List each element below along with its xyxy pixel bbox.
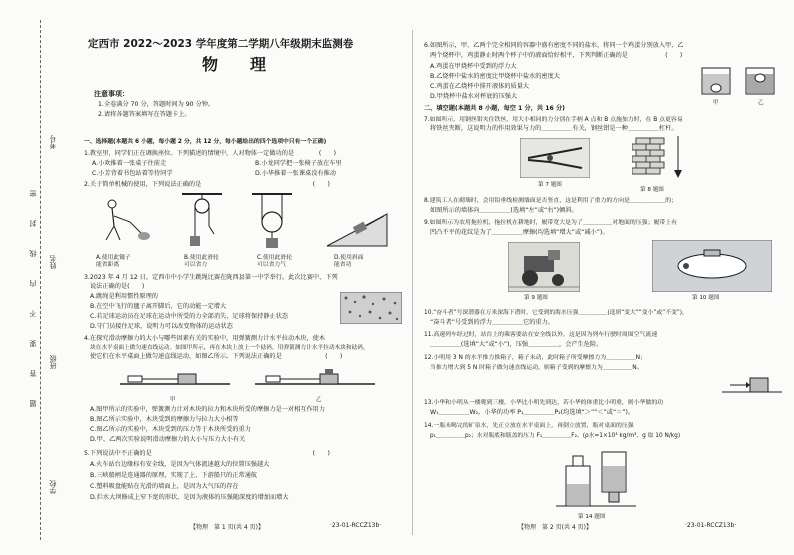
q14-text-2: p₁＿＿＿＿＿p₂；水对瓶底和瓶盖的压力 F₁＿＿＿＿＿F₂。(ρ水=1×10³ kg/m³，g 取 10 N/kg) — [430, 433, 681, 439]
seal-dash-line — [40, 20, 42, 540]
q7-text-2: 将铁丝夹断，这说明力的作用效果与力的＿＿＿＿＿有关，钢丝钳是一种＿＿＿＿＿杠杆。 — [430, 125, 678, 132]
q5-option-c: C.塑料吸盘能贴在光滑的墙面上，是因为大气压的存在 — [90, 483, 239, 490]
q12-figure-box — [722, 372, 782, 396]
seal-char-4: 内 — [29, 280, 37, 287]
q12-text-2: 当推力增大到 5 N 时箱子做匀速直线运动，则箱子受到的摩擦力为＿＿＿＿＿N。 — [430, 365, 643, 371]
q2-figures — [92, 192, 392, 252]
friction-setup-jia — [120, 374, 230, 384]
q4-fig-yi-label: 乙 — [316, 397, 322, 403]
seal-char-3: 线 — [29, 250, 37, 257]
seal-char-6: 要 — [29, 340, 37, 347]
q3-stem-2: 说法正确的是( ) — [90, 283, 145, 290]
q6-stem: 6.如图所示，甲、乙两个完全相同的容器中盛有密度不同的盐水，将同一个鸡蛋分别放入甲、乙 — [424, 42, 684, 49]
section1-heading: 一、选择题(本题共 6 小题，每小题 2 分，共 12 分，每小题给出的四个选项中只有一个正确) — [84, 139, 327, 145]
q11-text: 11.高速列车经过时，站台上的乘客要站在安全线以外，这是因为列车行驶时周围空气流速 — [424, 332, 658, 338]
q8-text: 8.建筑工人在砌墙时，会用铅垂线检测墙面是否竖直，这是利用了重力的方向是＿＿＿＿＿＿的； — [424, 198, 678, 204]
q5-option-b: B.三峡船闸是连通器的原理，实现了上、下游船只的正常通航 — [90, 472, 258, 479]
q4-stem-2: 块在水平桌面上做匀速直线运动。如图甲所示，再在木块上放上一个砝码，用弹簧测力计水平拉动木块和砝码， — [90, 345, 369, 351]
q1-option-c: C.小芳背着书包站着等待同学 — [92, 170, 173, 177]
q13-text-2: W₁＿＿＿＿＿W₂，小华的功率 P₁＿＿＿＿＿P₂(均选填“＞”“＜”或“＝”)。 — [430, 409, 635, 416]
q3-option-c: C.若足球运动员在足球在运动中所受的力全部消失，足球将保持静止状态 — [90, 313, 289, 320]
seal-char-5: 不 — [29, 310, 37, 317]
q2-option-c: C.使用此滑轮 可以省力气 — [257, 255, 292, 268]
q6-fig-jia-label: 甲 — [713, 100, 719, 106]
q1-option-d: D.小华推着一张课桌没有推动 — [255, 170, 336, 177]
q2-stem: 2.关于简单机械的使用，下列说法正确的是 ( ) — [84, 181, 330, 188]
q6-stem-2: 两个烧杯中，鸡蛋静止时两个杯子中的液面恰好相平，下列判断正确的是 ( ) — [430, 52, 683, 59]
incline-figure — [327, 214, 387, 246]
seal-char-8: 题 — [29, 400, 37, 407]
subject-title: 物 理 — [202, 55, 267, 74]
right-page-footer: 【物理 第 2 页(共 4 页)】 — [518, 524, 592, 531]
q1-option-a: A.小欢推着一张桌子往前走 — [92, 160, 167, 167]
q6-option-b: B.乙烧杯中盐水的密度比甲烧杯中盐水的密度大 — [430, 73, 560, 80]
fixed-pulley-figure — [182, 194, 222, 246]
q2-option-d: D.使用斜面 能省功 — [334, 255, 364, 268]
binding-strip — [0, 0, 70, 555]
seal-char-2: 封 — [29, 220, 37, 227]
q3-option-b: B.在空中飞行的毽子离开脚后，它的动能一定增大 — [90, 303, 227, 310]
fig9-caption: 第 9 题图 — [524, 295, 548, 301]
q12-text: 12.小明用 3 N 的水平推力推箱子，箱子未动，此时箱子所受摩擦力为＿＿＿＿＿N； — [424, 355, 646, 361]
section2-heading: 二、填空题(本题共 8 小题，每空 1 分，共 16 分) — [424, 105, 565, 112]
tweezers-figure — [106, 200, 150, 240]
q4-figures — [120, 364, 380, 394]
exam-title: 定西市 2022～2023 学年度第二学期八年级期末监测卷 — [88, 38, 354, 50]
q6-fig-yi-label: 乙 — [758, 100, 764, 106]
q10-text: 10.“奋斗者”号深潜器在万米深海下潜时，它受到的海水压强＿＿＿＿＿(选填“变大”“变小”或“不变”)， — [424, 310, 688, 316]
q3-option-d: D.守门员接住足球，说明力可以改变物体的运动状态 — [90, 323, 233, 330]
left-page-code: ·23-01-RCCZ13b· — [330, 522, 382, 529]
q4-option-d: D.甲、乙两次实验说明滑动摩擦力的大小与压力大小有关 — [90, 436, 246, 443]
movable-pulley-figure — [252, 194, 292, 248]
q10-figure-submersible — [652, 240, 772, 292]
q5-option-a: A.火车站台边缘标有安全线，是因为气体流速越大的位置压强越大 — [90, 461, 270, 468]
left-page-footer: 【物理 第 1 页(共 4 页)】 — [190, 524, 264, 531]
q4-stem-3: 使它们在水平桌面上做匀速直线运动，如图乙所示。下列说法正确的是 ( ) — [90, 353, 343, 360]
q7-text: 7.如图所示，用钢丝钳夹住铁丝，用大小相同的力分别在手柄 A 点和 B 点施加力时，在 B 点更容易 — [424, 117, 683, 123]
q3-photo — [340, 292, 402, 324]
q8-text-2: 如图所示的墙体向＿＿＿＿＿(选填“左”或“右”)倾斜。 — [430, 207, 578, 214]
q4-option-c: C.图乙所示的实验中，木块受到的压力等于木块所受的重力 — [90, 426, 251, 433]
q4-stem: 4.在探究滑动摩擦力的大小与哪些因素有关的实验中，用弹簧测力计水平拉动木块，使木 — [84, 335, 326, 342]
note-item-1: 1.全卷满分 70 分，答题时间为 90 分钟。 — [98, 101, 215, 108]
notes-heading: 注意事项： — [94, 90, 129, 98]
seal-char-7: 答 — [29, 370, 37, 377]
q5-stem: 5.下列说法中不正确的是 ( ) — [84, 450, 330, 457]
q6-beakers — [700, 58, 780, 98]
right-page-code: ·23-01-RCCZ13b· — [685, 522, 737, 529]
q5-option-d: D.拦水大坝修成上窄下宽的形状，是因为液体的压强随深度的增加而增大 — [90, 494, 289, 501]
seal-char-1: 密 — [29, 190, 37, 197]
fig10-caption: 第 10 题图 — [692, 295, 720, 301]
q4-option-a: A.图甲所示的实验中，弹簧测力计对木块的拉力和木块所受的摩擦力是一对相互作用力 — [90, 406, 326, 413]
q10-text-2: “奋斗者”号受到的浮力＿＿＿＿＿它的重力。 — [430, 319, 554, 326]
q1-stem: 1.教室里，同学们正在调换座位。下列描述的情境中，人对物体一定做功的是 ( ) — [84, 150, 337, 157]
q3-option-a: A.跳绳是利用惯性原理的 — [90, 293, 158, 300]
page-divider — [412, 30, 414, 535]
q7-figure-pliers — [520, 138, 590, 178]
q14-figure-bottles — [556, 448, 636, 510]
school-label: 学校 — [49, 480, 57, 494]
q14-text: 14.一瓶未喝完的矿泉水，先正立放在水平桌面上，再倒立放置，瓶对桌面的压强 — [424, 423, 634, 429]
class-label: 班级 — [49, 355, 57, 369]
bottle-inverted — [602, 452, 626, 502]
q4-fig-jia-label: 甲 — [170, 397, 176, 403]
fig8-caption: 第 8 题图 — [640, 187, 664, 193]
q6-option-d: D.甲烧杯中盐水对杯底的压强大 — [430, 93, 518, 100]
q9-text-2: 凹凸不平的花纹是为了＿＿＿＿＿摩擦(均选填“增大”或“减小”)。 — [430, 229, 609, 236]
q3-stem: 3.2023 年 4 月 12 日，定西市中小学生跳绳比赛在陇西县第一中学举行。此次比赛中，下列 — [84, 274, 338, 281]
q13-text: 13.小华和小明从一楼爬到三楼，小华比小明先到达，若小华的体重比小明重，则小华做的功 — [424, 400, 664, 406]
fig7-caption: 第 7 题图 — [538, 182, 562, 188]
q8-figure-wall — [632, 134, 692, 182]
q2-option-b: B.使用此滑轮 可以省力 — [184, 255, 219, 268]
bottle-upright — [566, 456, 590, 506]
q6-option-a: A.鸡蛋在甲烧杯中受到的浮力大 — [430, 63, 517, 70]
name-label: 姓名 — [49, 255, 57, 269]
exam-no-label: 考号 — [49, 135, 57, 149]
fig14-caption: 第 14 题图 — [578, 514, 606, 520]
friction-setup-yi — [255, 369, 375, 384]
q4-option-b: B.图乙所示实验中，木块受到的摩擦力与拉力大小相等 — [90, 416, 239, 423]
q1-option-b: B.小龙同学把一张椅子放在车里 — [255, 160, 342, 167]
q6-option-c: C.鸡蛋在乙烧杯中排开液体的质量大 — [430, 83, 530, 90]
q11-text-2: ＿＿＿＿＿(选填“大”或“小”)，压强＿＿＿＿＿，会产生危险。 — [430, 341, 603, 348]
q9-text: 9.如图所示为农用拖拉机，拖拉机在耕地时，履带宽大是为了＿＿＿＿＿对地面的压强；履带上有 — [424, 220, 678, 226]
note-item-2: 2.请将各题答案填写在答题卡上。 — [98, 111, 191, 118]
q2-option-a: A.使用此镊子 能省距离 — [96, 255, 131, 268]
beaker-jia — [702, 68, 730, 94]
q9-figure-tractor — [508, 242, 580, 292]
beaker-yi — [746, 68, 774, 94]
